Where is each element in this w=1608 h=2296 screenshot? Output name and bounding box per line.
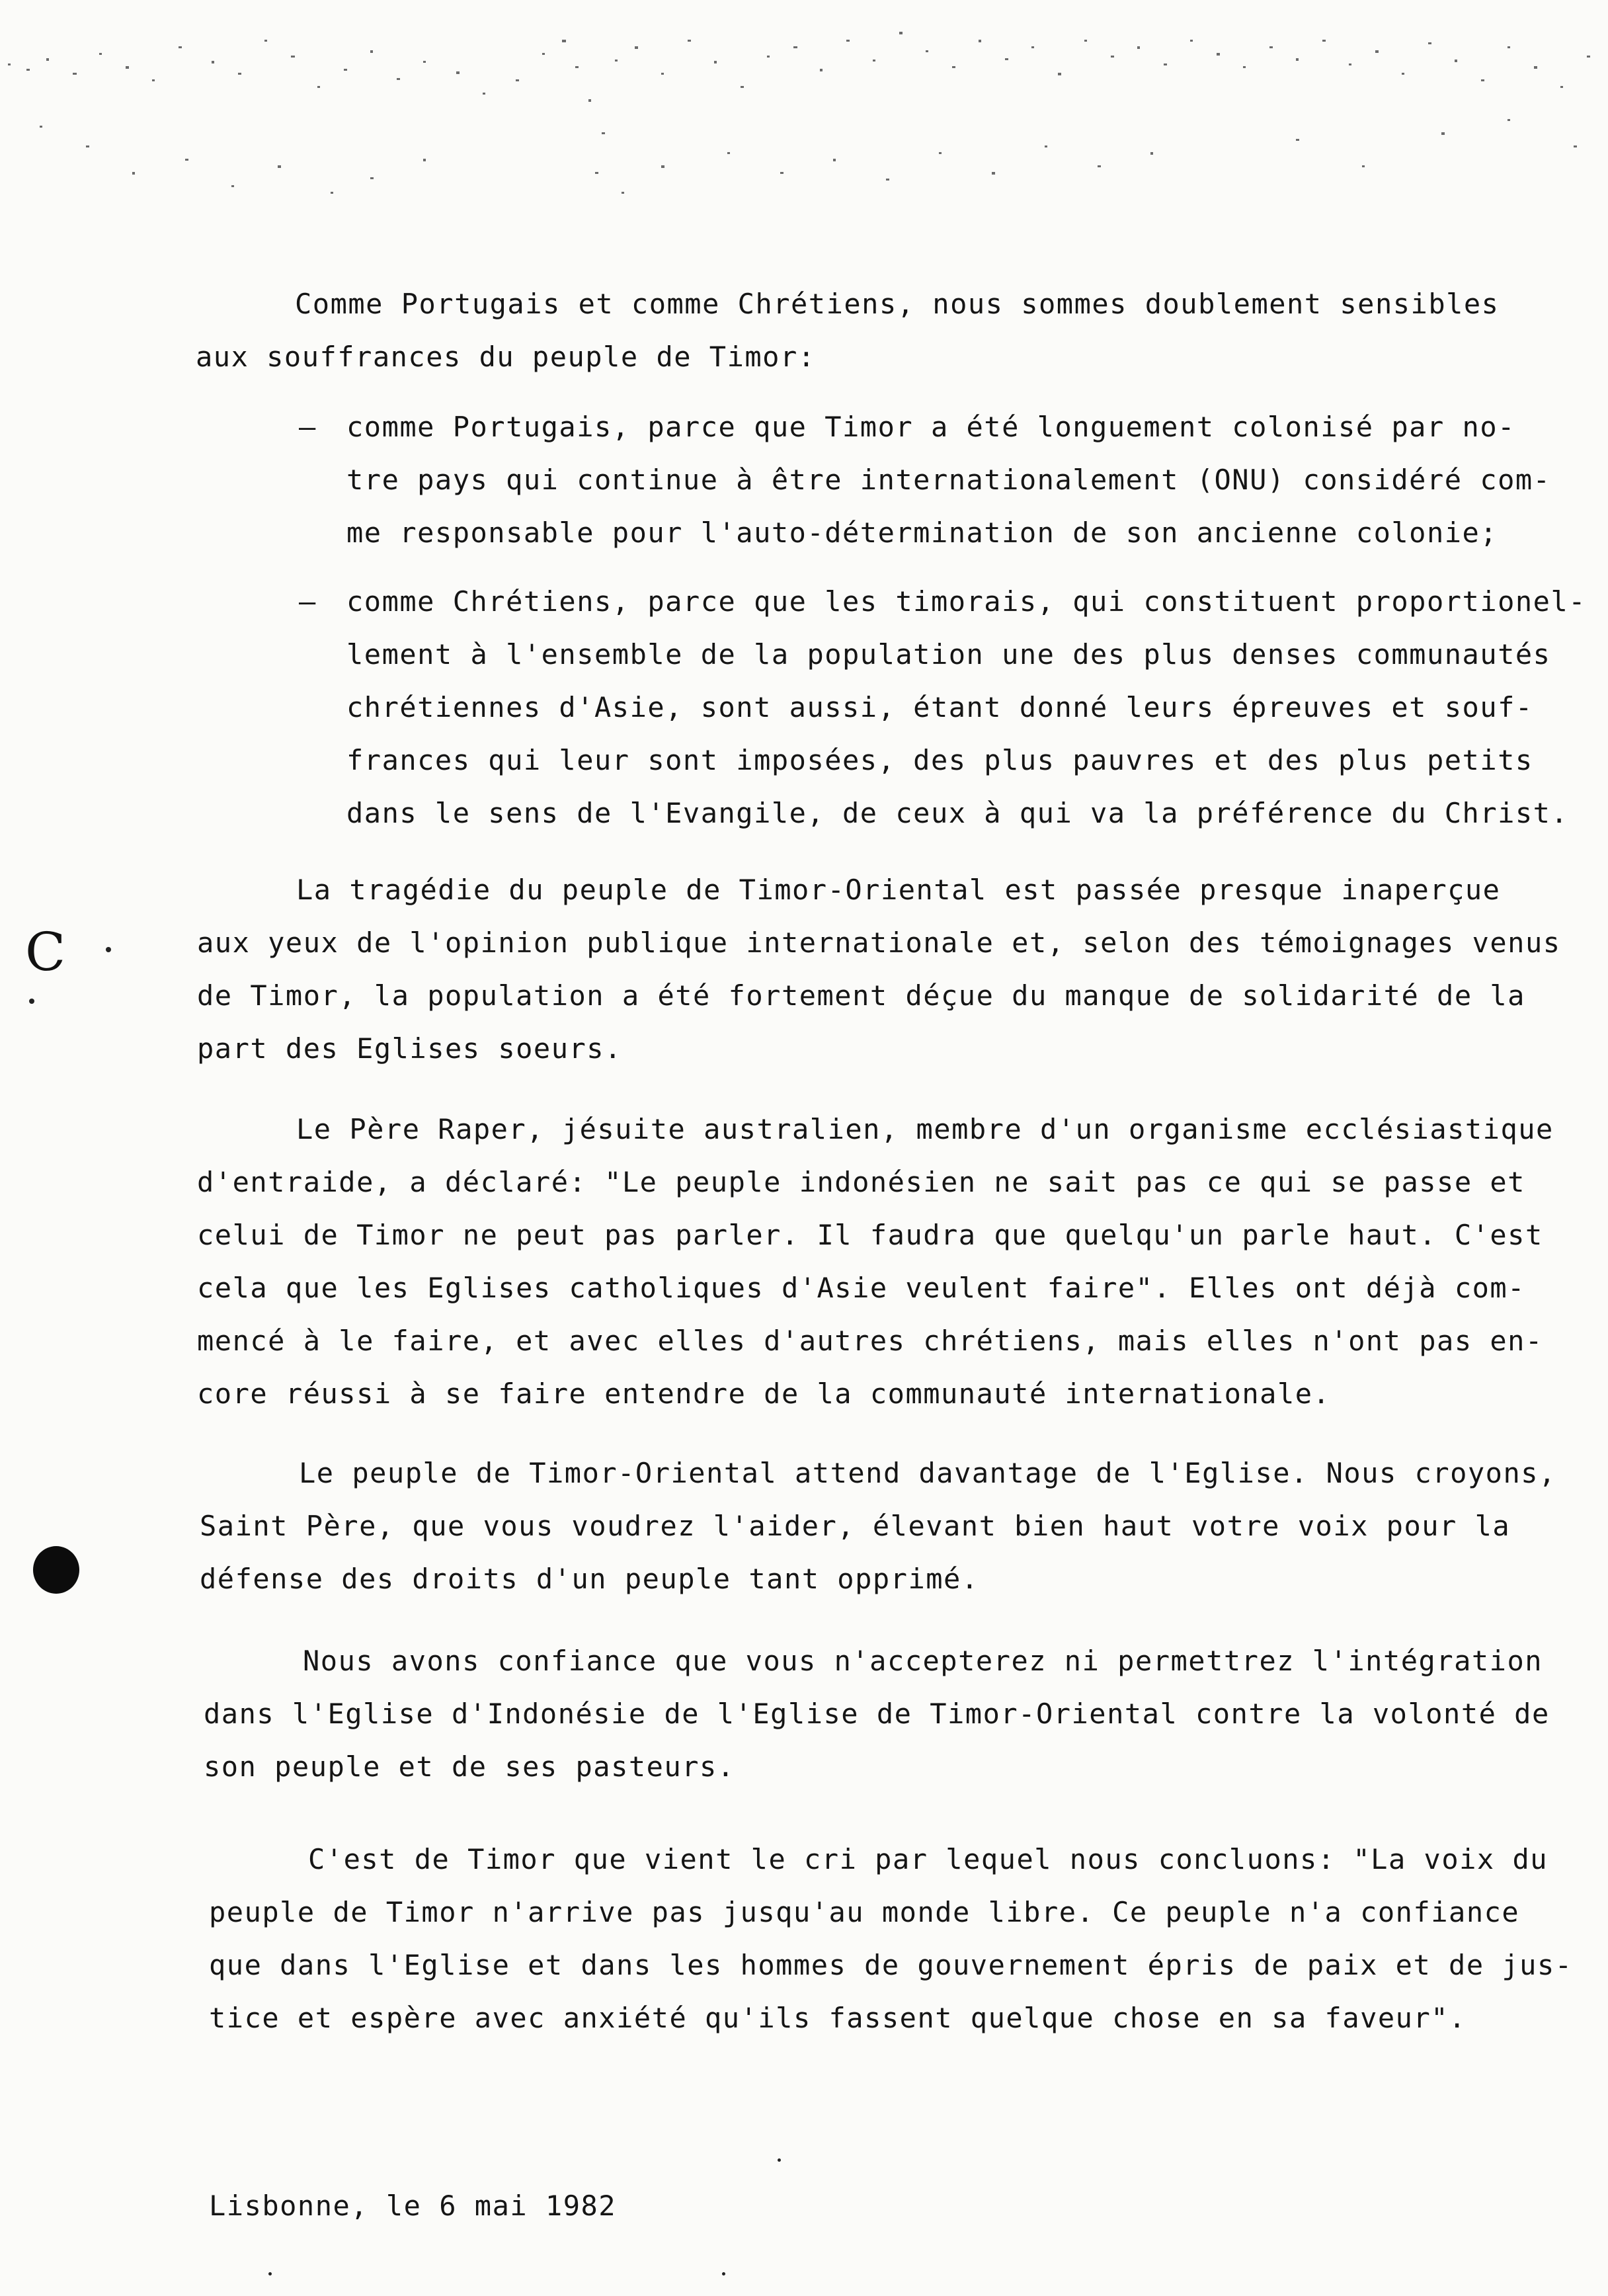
paragraph-line: cela que les Eglises catholiques d'Asie veulent faire". Elles ont déjà com- <box>197 1272 1525 1304</box>
list-item-line: tre pays qui continue à être internationalement (ONU) considéré com- <box>346 464 1551 496</box>
list-item-portugais <box>299 401 1551 559</box>
paragraph-line: son peuple et de ses pasteurs. <box>204 1750 735 1783</box>
list-item-line: dans le sens de l'Evangile, de ceux à qui va la préférence du Christ. <box>346 797 1569 829</box>
paragraph-line: part des Eglises soeurs. <box>197 1032 622 1065</box>
paragraph-line: Le Père Raper, jésuite australien, membre d'un organisme ecclésiastique <box>296 1113 1554 1145</box>
paragraph-pere-raper <box>197 1103 1554 1420</box>
paragraph-line: peuple de Timor n'arrive pas jusqu'au monde libre. Ce peuple n'a confiance <box>209 1896 1520 1928</box>
list-item-line: me responsable pour l'auto-détermination de son ancienne colonie; <box>346 516 1498 549</box>
intro-line: aux souffrances du peuple de Timor: <box>196 341 816 373</box>
paragraph-line: dans l'Eglise d'Indonésie de l'Eglise de Timor-Oriental contre la volonté de <box>204 1698 1550 1730</box>
place-date: Lisbonne, le 6 mai 1982 <box>209 2190 617 2222</box>
intro-paragraph <box>196 278 1499 384</box>
scan-noise-band <box>0 0 1608 212</box>
paragraph-line: celui de Timor ne peut pas parler. Il faudra que quelqu'un parle haut. C'est <box>197 1219 1543 1251</box>
list-item-line: frances qui leur sont imposées, des plus pauvres et des plus petits <box>346 744 1533 776</box>
list-dash: – <box>299 585 317 618</box>
paragraph-line: de Timor, la population a été fortement déçue du manque de solidarité de la <box>197 979 1525 1012</box>
paragraph-line: La tragédie du peuple de Timor-Oriental est passée presque inaperçue <box>296 874 1501 906</box>
punch-hole <box>33 1546 79 1594</box>
margin-mark: C <box>25 921 66 983</box>
margin-speck <box>29 999 34 1004</box>
paragraph-tragedie <box>197 864 1561 1075</box>
paragraph-line: mencé à le faire, et avec elles d'autres chrétiens, mais elles n'ont pas en- <box>197 1325 1543 1357</box>
list-item-line: comme Portugais, parce que Timor a été longuement colonisé par no- <box>346 411 1515 443</box>
paragraph-line: aux yeux de l'opinion publique internationale et, selon des témoignages venus <box>197 926 1561 959</box>
page-speck <box>778 2158 781 2162</box>
page-speck <box>722 2272 725 2276</box>
paragraph-cri <box>209 1833 1573 2045</box>
margin-speck <box>106 947 111 952</box>
intro-line: Comme Portugais et comme Chrétiens, nous sommes doublement sensibles <box>295 288 1500 320</box>
paragraph-line: d'entraide, a déclaré: "Le peuple indonésien ne sait pas ce qui se passe et <box>197 1166 1525 1198</box>
page-speck <box>268 2272 272 2276</box>
paragraph-confiance <box>204 1635 1550 1793</box>
paragraph-line: C'est de Timor que vient le cri par lequel nous concluons: "La voix du <box>308 1843 1548 1875</box>
paragraph-line: core réussi à se faire entendre de la communauté internationale. <box>197 1377 1331 1410</box>
list-item-line: chrétiennes d'Asie, sont aussi, étant donné leurs épreuves et souf- <box>346 691 1533 723</box>
list-dash: – <box>299 411 317 443</box>
paragraph-peuple-attend <box>200 1447 1556 1606</box>
paragraph-line: tice et espère avec anxiété qu'ils fassent quelque chose en sa faveur". <box>209 2002 1467 2034</box>
list-item-line: comme Chrétiens, parce que les timorais, qui constituent proportionel- <box>346 585 1587 618</box>
paragraph-line: défense des droits d'un peuple tant opprimé. <box>200 1563 979 1595</box>
paragraph-line: Nous avons confiance que vous n'accepterez ni permettrez l'intégration <box>303 1645 1543 1677</box>
paragraph-line: que dans l'Eglise et dans les hommes de gouvernement épris de paix et de jus- <box>209 1949 1573 1981</box>
list-item-line: lement à l'ensemble de la population une des plus denses communautés <box>346 638 1551 671</box>
paragraph-line: Saint Père, que vous voudrez l'aider, élevant bien haut votre voix pour la <box>200 1510 1511 1542</box>
list-item-chretiens <box>299 575 1587 840</box>
scan-speckles <box>8 32 1590 194</box>
paragraph-line: Le peuple de Timor-Oriental attend davantage de l'Eglise. Nous croyons, <box>299 1457 1556 1489</box>
